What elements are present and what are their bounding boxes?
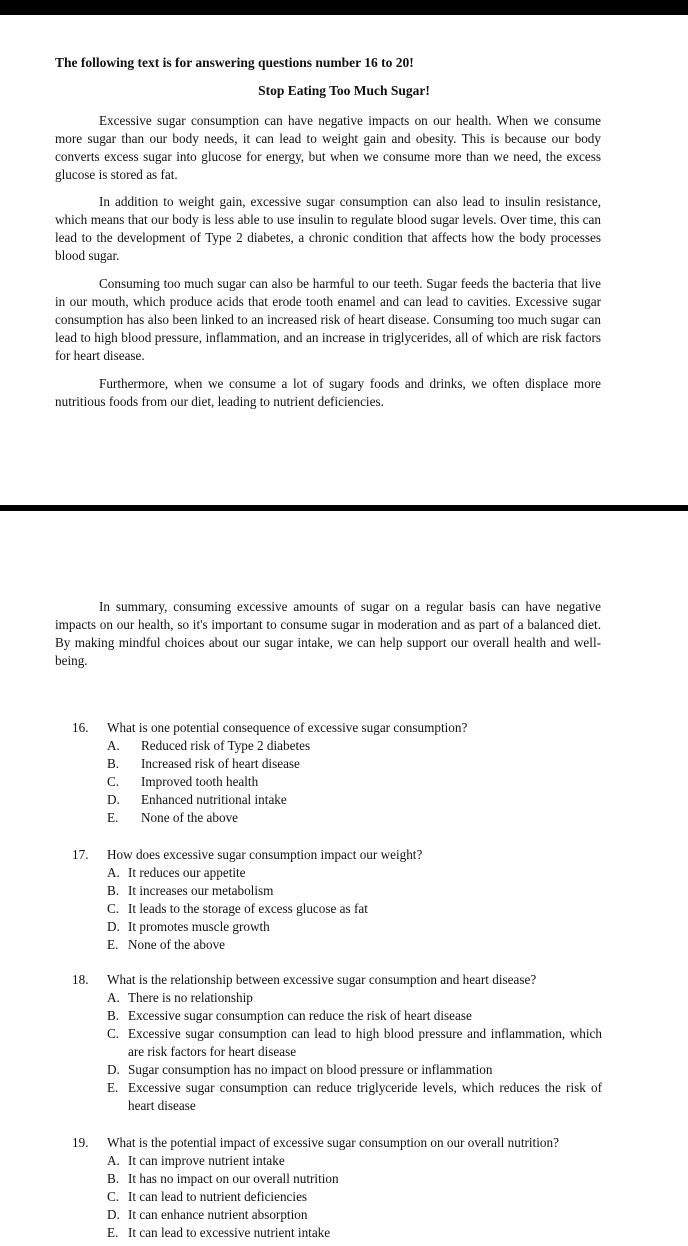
question-number: 19. bbox=[72, 1135, 89, 1150]
option-e bbox=[107, 1079, 602, 1115]
option-d bbox=[107, 918, 602, 936]
option-d bbox=[107, 791, 602, 809]
option-text: It can enhance nutrient absorption bbox=[128, 1207, 308, 1222]
option-b bbox=[107, 1170, 602, 1188]
option-text: There is no relationship bbox=[128, 990, 253, 1005]
option-text: Reduced risk of Type 2 diabetes bbox=[141, 738, 311, 753]
question-19 bbox=[72, 1134, 602, 1242]
option-a bbox=[107, 1152, 602, 1170]
option-text: None of the above bbox=[141, 810, 239, 825]
option-b bbox=[107, 882, 602, 900]
option-letter: C. bbox=[107, 901, 120, 916]
option-a bbox=[107, 737, 602, 755]
option-e bbox=[107, 809, 602, 827]
option-letter: C. bbox=[107, 1026, 120, 1041]
option-text: It can lead to nutrient deficiencies bbox=[128, 1189, 308, 1204]
option-c bbox=[107, 1188, 602, 1206]
option-e bbox=[107, 1224, 602, 1242]
paragraph-2: In addition to weight gain, excessive sugar consumption can also lead to insulin resistance, which means that our body is less able to use insulin to regulate blood sugar levels. Over time, this can lead to the development of Type 2 diabetes, a chronic condition that affects how the body processes blood sugar. bbox=[55, 194, 601, 263]
instruction-text: The following text is for answering questions number 16 to 20! bbox=[55, 55, 414, 70]
question-number: 17. bbox=[72, 847, 89, 862]
option-text: None of the above bbox=[128, 937, 226, 952]
question-text: What is the potential impact of excessive sugar consumption on our overall nutrition? bbox=[107, 1135, 559, 1150]
option-b bbox=[107, 1007, 602, 1025]
option-text: It can improve nutrient intake bbox=[128, 1153, 285, 1168]
option-text: It increases our metabolism bbox=[128, 883, 274, 898]
option-text: It promotes muscle growth bbox=[128, 919, 270, 934]
top-black-bar bbox=[0, 0, 688, 15]
paragraph-4: Furthermore, when we consume a lot of sugary foods and drinks, we often displace more nutritious foods from our diet, leading to nutrient deficiencies. bbox=[55, 376, 601, 409]
option-text: It leads to the storage of excess glucose as fat bbox=[128, 901, 368, 916]
paragraph-1: Excessive sugar consumption can have negative impacts on our health. When we consume more sugar than our body needs, it can lead to weight gain and obesity. This is because our body converts excess sugar into glucose for energy, but when we consume more than we need, the excess glucose is stored as fat. bbox=[55, 113, 601, 182]
option-text: Improved tooth health bbox=[141, 774, 259, 789]
passage-title: Stop Eating Too Much Sugar! bbox=[258, 83, 430, 98]
option-text: It reduces our appetite bbox=[128, 865, 246, 880]
option-letter: D. bbox=[107, 792, 120, 807]
question-number: 16. bbox=[72, 720, 89, 735]
option-d bbox=[107, 1206, 602, 1224]
option-text: It can lead to excessive nutrient intake bbox=[128, 1225, 331, 1240]
option-e bbox=[107, 936, 602, 954]
option-letter: E. bbox=[107, 1080, 119, 1095]
option-letter: C. bbox=[107, 774, 120, 789]
option-text: Sugar consumption has no impact on blood pressure or inflammation bbox=[128, 1062, 493, 1077]
option-text: Excessive sugar consumption can reduce the risk of heart disease bbox=[128, 1008, 472, 1023]
option-c bbox=[107, 773, 602, 791]
option-text: Enhanced nutritional intake bbox=[141, 792, 287, 807]
option-letter: A. bbox=[107, 1153, 120, 1168]
option-letter: E. bbox=[107, 810, 119, 825]
option-letter: A. bbox=[107, 865, 120, 880]
option-letter: C. bbox=[107, 1189, 120, 1204]
option-b bbox=[107, 755, 602, 773]
paragraph-summary: In summary, consuming excessive amounts of sugar on a regular basis can have negative impacts on our health, so it's important to consume sugar in moderation and as part of a balanced diet. By making mindful choices about our sugar intake, we can help support our overall health and well-being. bbox=[55, 599, 601, 668]
option-letter: A. bbox=[107, 990, 120, 1005]
option-letter: E. bbox=[107, 937, 119, 952]
option-text: Excessive sugar consumption can lead to high blood pressure and inflammation, which are risk factors for heart disease bbox=[128, 1026, 602, 1059]
question-number: 18. bbox=[72, 972, 89, 987]
option-text: Excessive sugar consumption can reduce triglyceride levels, which reduces the risk of heart disease bbox=[128, 1080, 602, 1113]
option-d bbox=[107, 1061, 602, 1079]
question-text: What is the relationship between excessive sugar consumption and heart disease? bbox=[107, 972, 537, 987]
option-c bbox=[107, 1025, 602, 1061]
option-letter: D. bbox=[107, 1062, 120, 1077]
option-letter: D. bbox=[107, 919, 120, 934]
option-a bbox=[107, 989, 602, 1007]
option-text: It has no impact on our overall nutrition bbox=[128, 1171, 339, 1186]
option-letter: D. bbox=[107, 1207, 120, 1222]
question-18 bbox=[72, 971, 602, 1115]
option-letter: B. bbox=[107, 756, 120, 771]
question-17 bbox=[72, 846, 602, 954]
option-text: Increased risk of heart disease bbox=[141, 756, 300, 771]
option-c bbox=[107, 900, 602, 918]
option-letter: E. bbox=[107, 1225, 119, 1240]
option-letter: A. bbox=[107, 738, 120, 753]
option-a bbox=[107, 864, 602, 882]
question-text: What is one potential consequence of excessive sugar consumption? bbox=[107, 720, 468, 735]
page-divider bbox=[0, 505, 688, 511]
question-text: How does excessive sugar consumption impact our weight? bbox=[107, 847, 423, 862]
option-letter: B. bbox=[107, 1008, 120, 1023]
option-letter: B. bbox=[107, 1171, 120, 1186]
question-16 bbox=[72, 719, 602, 827]
option-letter: B. bbox=[107, 883, 120, 898]
paragraph-3: Consuming too much sugar can also be harmful to our teeth. Sugar feeds the bacteria that live in our mouth, which produce acids that erode tooth enamel and can lead to cavities. Excessive sugar consumption has also been linked to an increased risk of heart disease. Consuming too much sugar can lead to high blood pressure, inflammation, and an increase in triglycerides, all of which are risk factors for heart disease. bbox=[55, 276, 601, 363]
